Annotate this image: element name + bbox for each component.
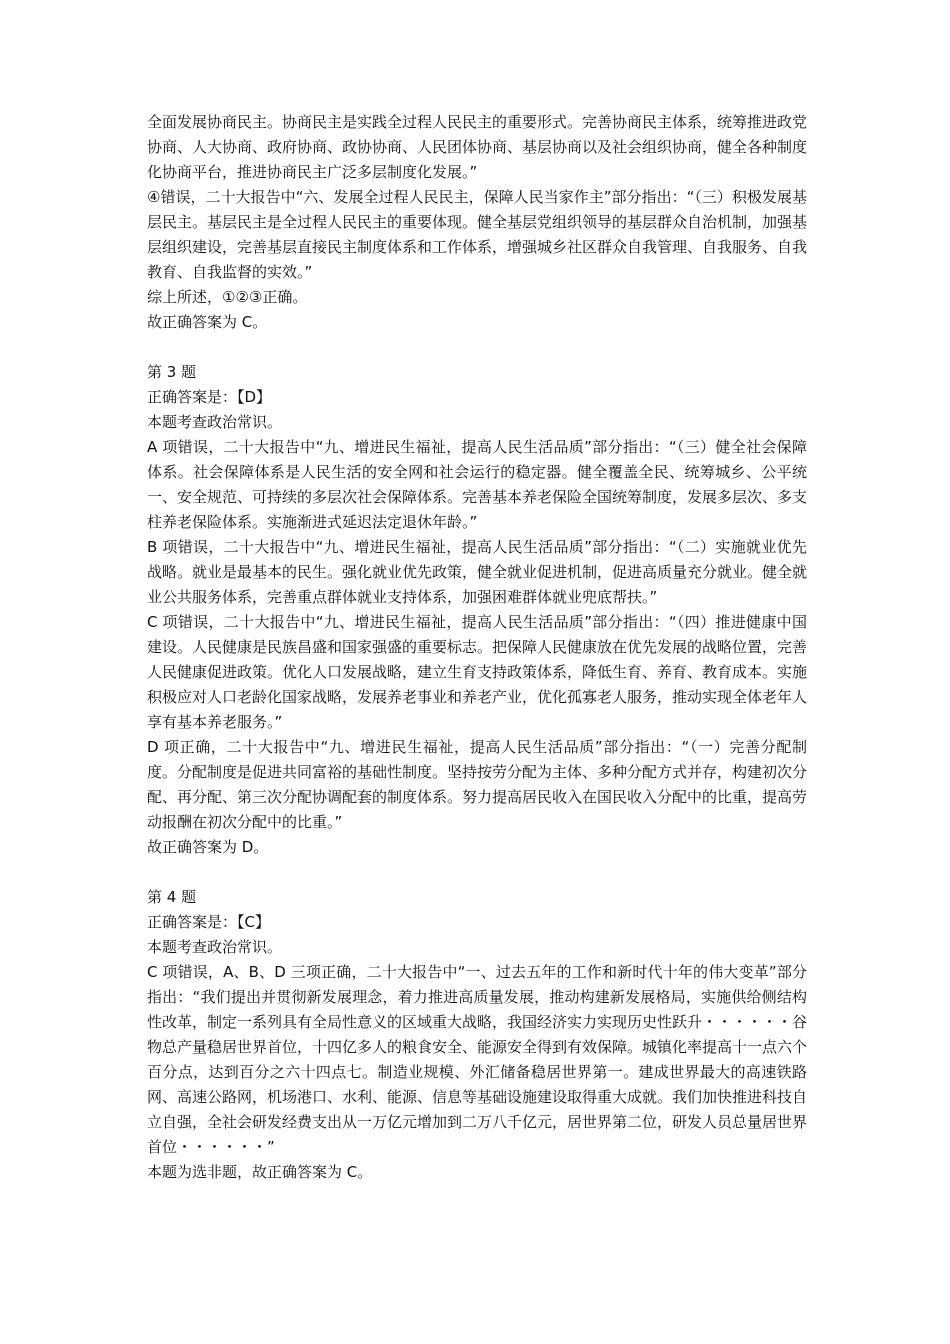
question-4-title: 第 4 题 bbox=[147, 888, 197, 906]
question-4-explanation: C 项错误，A、B、D 三项正确，二十大报告中“一、过去五年的工作和新时代十年的伟大变革”部分指出：“我们提出并贯彻新发展理念，着力推进高质量发展，推动构建新发展格局，实施供给侧结构性改革，制定一系列具有全局性意义的区域重大战略，我国经济实力实现历史性跃升・・・・・・谷物总产量稳居世界首位，十四亿多人的粮食安全、能源安全得到有效保障。城镇化率提高十一点六个百分点，达到百分之六十四点七。制造业规模、外汇储备稳居世界第一。建成世界最大的高速铁路网、高速公路网，机场港口、水利、能源、信息等基础设施建设取得重大成就。我们加快推进科技自立自强，全社会研发经费支出从一万亿元增加到二万八千亿元，居世界第二位，研发人员总量居世界首位・・・・・・” bbox=[147, 963, 808, 1156]
question-4-conclusion: 本题为选非题，故正确答案为 C。 bbox=[147, 1163, 373, 1181]
section-spacer bbox=[147, 335, 807, 360]
question-3-title: 第 3 题 bbox=[147, 363, 197, 381]
continuation-conclusion: 故正确答案为 C。 bbox=[147, 313, 268, 331]
question-3-option-a: A 项错误，二十大报告中“九、增进民生福祉，提高人民生活品质”部分指出：“（三）健全社会保障体系。社会保障体系是人民生活的安全网和社会运行的稳定器。健全覆盖全民、统筹城乡、公平统一、安全规范、可持续的多层次社会保障体系。完善基本养老保险全国统筹制度，发展多层次、多支柱养老保险体系。实施渐进式延迟法定退休年龄。” bbox=[147, 438, 808, 531]
continuation-paragraph-1: 全面发展协商民主。协商民主是实践全过程人民民主的重要形式。完善协商民主体系，统筹推进政党协商、人大协商、政府协商、政协协商、人民团体协商、基层协商以及社会组织协商，健全各种制度化协商平台，推进协商民主广泛多层制度化发展。” bbox=[147, 113, 808, 181]
continuation-paragraph-2: ④错误，二十大报告中“六、发展全过程人民民主，保障人民当家作主”部分指出：“（三）积极发展基层民主。基层民主是全过程人民民主的重要体现。健全基层党组织领导的基层群众自治机制，加强基层组织建设，完善基层直接民主制度体系和工作体系，增强城乡社区群众自我管理、自我服务、自我教育、自我监督的实效。” bbox=[147, 188, 808, 281]
question-3-answer: 正确答案是：【D】 bbox=[147, 388, 272, 406]
question-4-topic: 本题考查政治常识。 bbox=[147, 938, 283, 956]
question-3-option-c: C 项错误，二十大报告中“九、增进民生福祉，提高人民生活品质”部分指出：“（四）推进健康中国建设。人民健康是民族昌盛和国家强盛的重要标志。把保障人民健康放在优先发展的战略位置，完善人民健康促进政策。优化人口发展战略，建立生育支持政策体系，降低生育、养育、教育成本。实施积极应对人口老龄化国家战略，发展养老事业和养老产业，优化孤寡老人服务，推动实现全体老年人享有基本养老服务。” bbox=[147, 613, 808, 731]
question-3-conclusion: 故正确答案为 D。 bbox=[147, 838, 269, 856]
document-page bbox=[147, 110, 807, 1185]
question-3-option-b: B 项错误，二十大报告中“九、增进民生福祉，提高人民生活品质”部分指出：“（二）实施就业优先战略。就业是最基本的民生。强化就业优先政策，健全就业促进机制，促进高质量充分就业。健全就业公共服务体系，完善重点群体就业支持体系，加强困难群体就业兜底帮扶。” bbox=[147, 538, 808, 606]
continuation-summary: 综上所述，①②③正确。 bbox=[147, 288, 308, 306]
question-3-topic: 本题考查政治常识。 bbox=[147, 413, 283, 431]
section-spacer bbox=[147, 860, 807, 885]
question-4-answer: 正确答案是：【C】 bbox=[147, 913, 270, 931]
question-3-option-d: D 项正确，二十大报告中“九、增进民生福祉，提高人民生活品质”部分指出：“（一）完善分配制度。分配制度是促进共同富裕的基础性制度。坚持按劳分配为主体、多种分配方式并存，构建初次分配、再分配、第三次分配协调配套的制度体系。努力提高居民收入在国民收入分配中的比重，提高劳动报酬在初次分配中的比重。” bbox=[147, 738, 808, 831]
